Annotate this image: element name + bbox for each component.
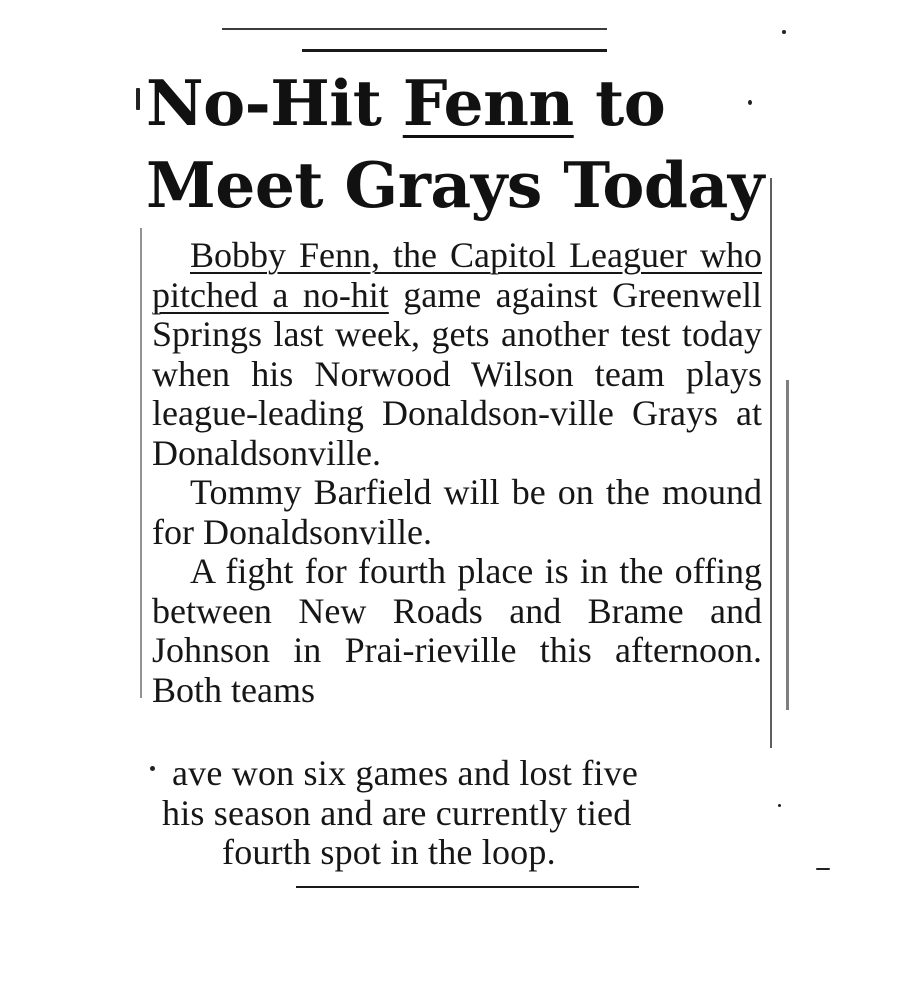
- paragraph-2: Tommy Barfield will be on the mound for Donaldsonville.: [152, 472, 762, 552]
- headline-text-end: to: [573, 66, 666, 140]
- scan-speck: [150, 766, 155, 771]
- torn-bottom-lines: [160, 754, 780, 873]
- headline: [146, 62, 776, 226]
- underlined-lead: Bobby Fenn, the Capitol Leaguer who pitched a no-hit: [152, 235, 762, 315]
- paragraph-1: [152, 236, 762, 473]
- top-rule-heavy: [302, 49, 607, 52]
- bottom-rule: [296, 886, 639, 888]
- top-rule: [222, 28, 607, 30]
- article-body: [152, 236, 762, 710]
- paragraph-1-rest: game against Greenwell Springs last week, gets another test today when his Norwood Wilson team plays league-leading Donaldson-ville Grays at Donaldsonville.: [152, 274, 763, 473]
- scan-speck: [782, 30, 786, 34]
- headline-line-1: [146, 62, 776, 144]
- headline-text-start: No-Hit: [146, 66, 403, 140]
- torn-line-1: ave won six games and lost five: [172, 753, 639, 793]
- torn-line-3: fourth spot in the loop.: [222, 832, 556, 872]
- torn-line-2: his season and are currently tied: [162, 792, 632, 833]
- scan-speck: [816, 868, 830, 870]
- headline-line-2: Meet Grays Today: [146, 148, 764, 222]
- headline-name: Fenn: [402, 66, 574, 140]
- clipping-left-edge: [140, 228, 142, 698]
- clipping-right-edge: [770, 178, 772, 748]
- paragraph-3: A fight for fourth place is in the offing between New Roads and Brame and Johnson in Prai-rieville this afternoon. Both teams: [152, 551, 762, 710]
- clipping-right-edge-outer: [786, 380, 789, 710]
- scan-speck: [136, 88, 140, 110]
